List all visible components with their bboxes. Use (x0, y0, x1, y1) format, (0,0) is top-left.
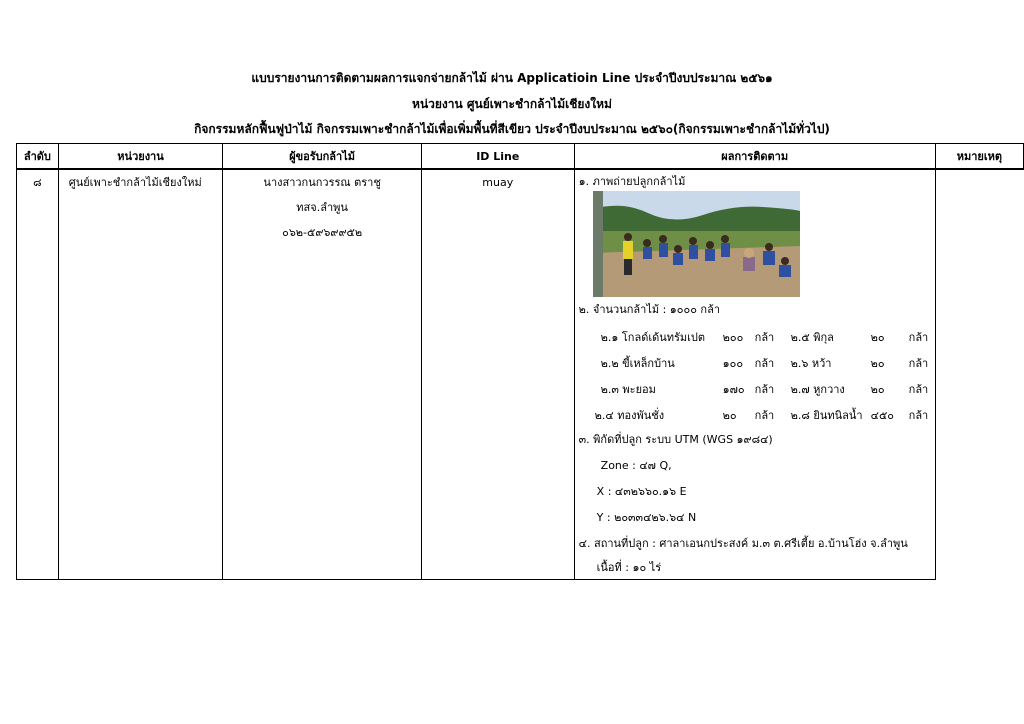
col-header-recipient: ผู้ขอรับกล้าไม้ (223, 144, 422, 170)
species-unit: กล้า (754, 383, 775, 396)
tracking-table (16, 143, 1024, 580)
species-name: ๒.๓ พะยอม (600, 383, 656, 396)
col-header-id-line: ID Line (421, 144, 574, 170)
report-agency-heading: หน่วยงาน ศูนย์เพาะชำกล้าไม้เชียงใหม่ (412, 97, 612, 111)
result-item-photo: ๑. ภาพถ่ายปลูกกล้าไม้ (578, 175, 686, 188)
col-header-agency: หน่วยงาน (58, 144, 223, 170)
utm-y: Y : ๒๐๓๓๔๒๖.๖๔ N (596, 511, 697, 524)
species-qty: ๒๐ (870, 357, 885, 370)
result-item-location: ๔. สถานที่ปลูก : ศาลาเอนกประสงค์ ม.๓ ต.ศรีเตี้ย อ.บ้านโฮ่ง จ.ลำพูน (578, 537, 908, 550)
cell-note (935, 169, 1023, 580)
result-item-quantity: ๒. จำนวนกล้าไม้ : ๑๐๐๐ กล้า (578, 303, 720, 316)
agency-name: ศูนย์เพาะชำกล้าไม้เชียงใหม่ (68, 176, 202, 189)
cell-no (17, 169, 59, 580)
cell-id-line (421, 169, 574, 580)
planting-photo-image (593, 191, 800, 297)
species-qty: ๑๐๐ (722, 357, 744, 370)
species-unit: กล้า (908, 383, 929, 396)
species-qty: ๒๐ (870, 383, 885, 396)
report-activity-heading: กิจกรรมหลักฟื้นฟูป่าไม้ กิจกรรมเพาะชำกล้าไม้เพื่อเพิ่มพื้นที่สีเขียว ประจำปีงบประมาณ ๒๕๖๐(กิจกรรมเพาะชำกล้าไม้ทั่วไป) (194, 122, 830, 136)
species-name: ๒.๕ พิกุล (790, 331, 834, 344)
species-qty: ๒๐ (870, 331, 885, 344)
species-unit: กล้า (754, 409, 775, 422)
species-name: ๒.๔ ทองพันชั่ง (594, 409, 665, 422)
report-title: แบบรายงานการติดตามผลการแจกจ่ายกล้าไม้ ผ่าน Applicatioin Line ประจำปีงบประมาณ ๒๕๖๑ (251, 71, 773, 85)
planting-area: เนื้อที่ : ๑๐ ไร่ (596, 561, 662, 574)
species-unit: กล้า (754, 331, 775, 344)
species-name: ๒.๘ ยินทนิลน้ำ (790, 409, 863, 422)
cell-recipient (223, 169, 422, 580)
species-qty: ๔๕๐ (870, 409, 895, 422)
species-name: ๒.๑ โกลด์เด้นทรัมเปต (600, 331, 706, 344)
species-qty: ๒๐๐ (722, 331, 744, 344)
recipient-org: ทสจ.ลำพูน (296, 201, 348, 214)
table-header-row (17, 144, 1024, 170)
row-number: ๘ (33, 176, 42, 189)
utm-x: X : ๔๓๒๖๖๐.๑๖ E (596, 485, 687, 498)
col-header-no: ลำดับ (17, 144, 59, 170)
species-unit: กล้า (908, 409, 929, 422)
utm-zone: Zone : ๔๗ Q, (600, 459, 672, 472)
result-item-coordinates: ๓. พิกัดที่ปลูก ระบบ UTM (WGS ๑๙๘๔) (578, 433, 773, 446)
species-unit: กล้า (754, 357, 775, 370)
table-row (17, 169, 1024, 580)
species-name: ๒.๖ หว้า (790, 357, 832, 370)
species-qty: ๒๐ (722, 409, 737, 422)
id-line-value: muay (482, 176, 514, 189)
cell-agency (58, 169, 223, 580)
species-name: ๒.๒ ขี้เหล็กบ้าน (600, 357, 675, 370)
cell-result (574, 169, 935, 580)
planting-photo (593, 191, 800, 297)
col-header-note: หมายเหตุ (935, 144, 1023, 170)
species-unit: กล้า (908, 331, 929, 344)
species-qty: ๑๗๐ (722, 383, 745, 396)
col-header-result: ผลการติดตาม (574, 144, 935, 170)
recipient-name: นางสาวกนกวรรณ ตราชู (263, 176, 381, 189)
recipient-phone: ๐๖๒-๕๙๖๙๙๕๒ (282, 226, 363, 239)
species-unit: กล้า (908, 357, 929, 370)
species-name: ๒.๗ หูกวาง (790, 383, 845, 396)
